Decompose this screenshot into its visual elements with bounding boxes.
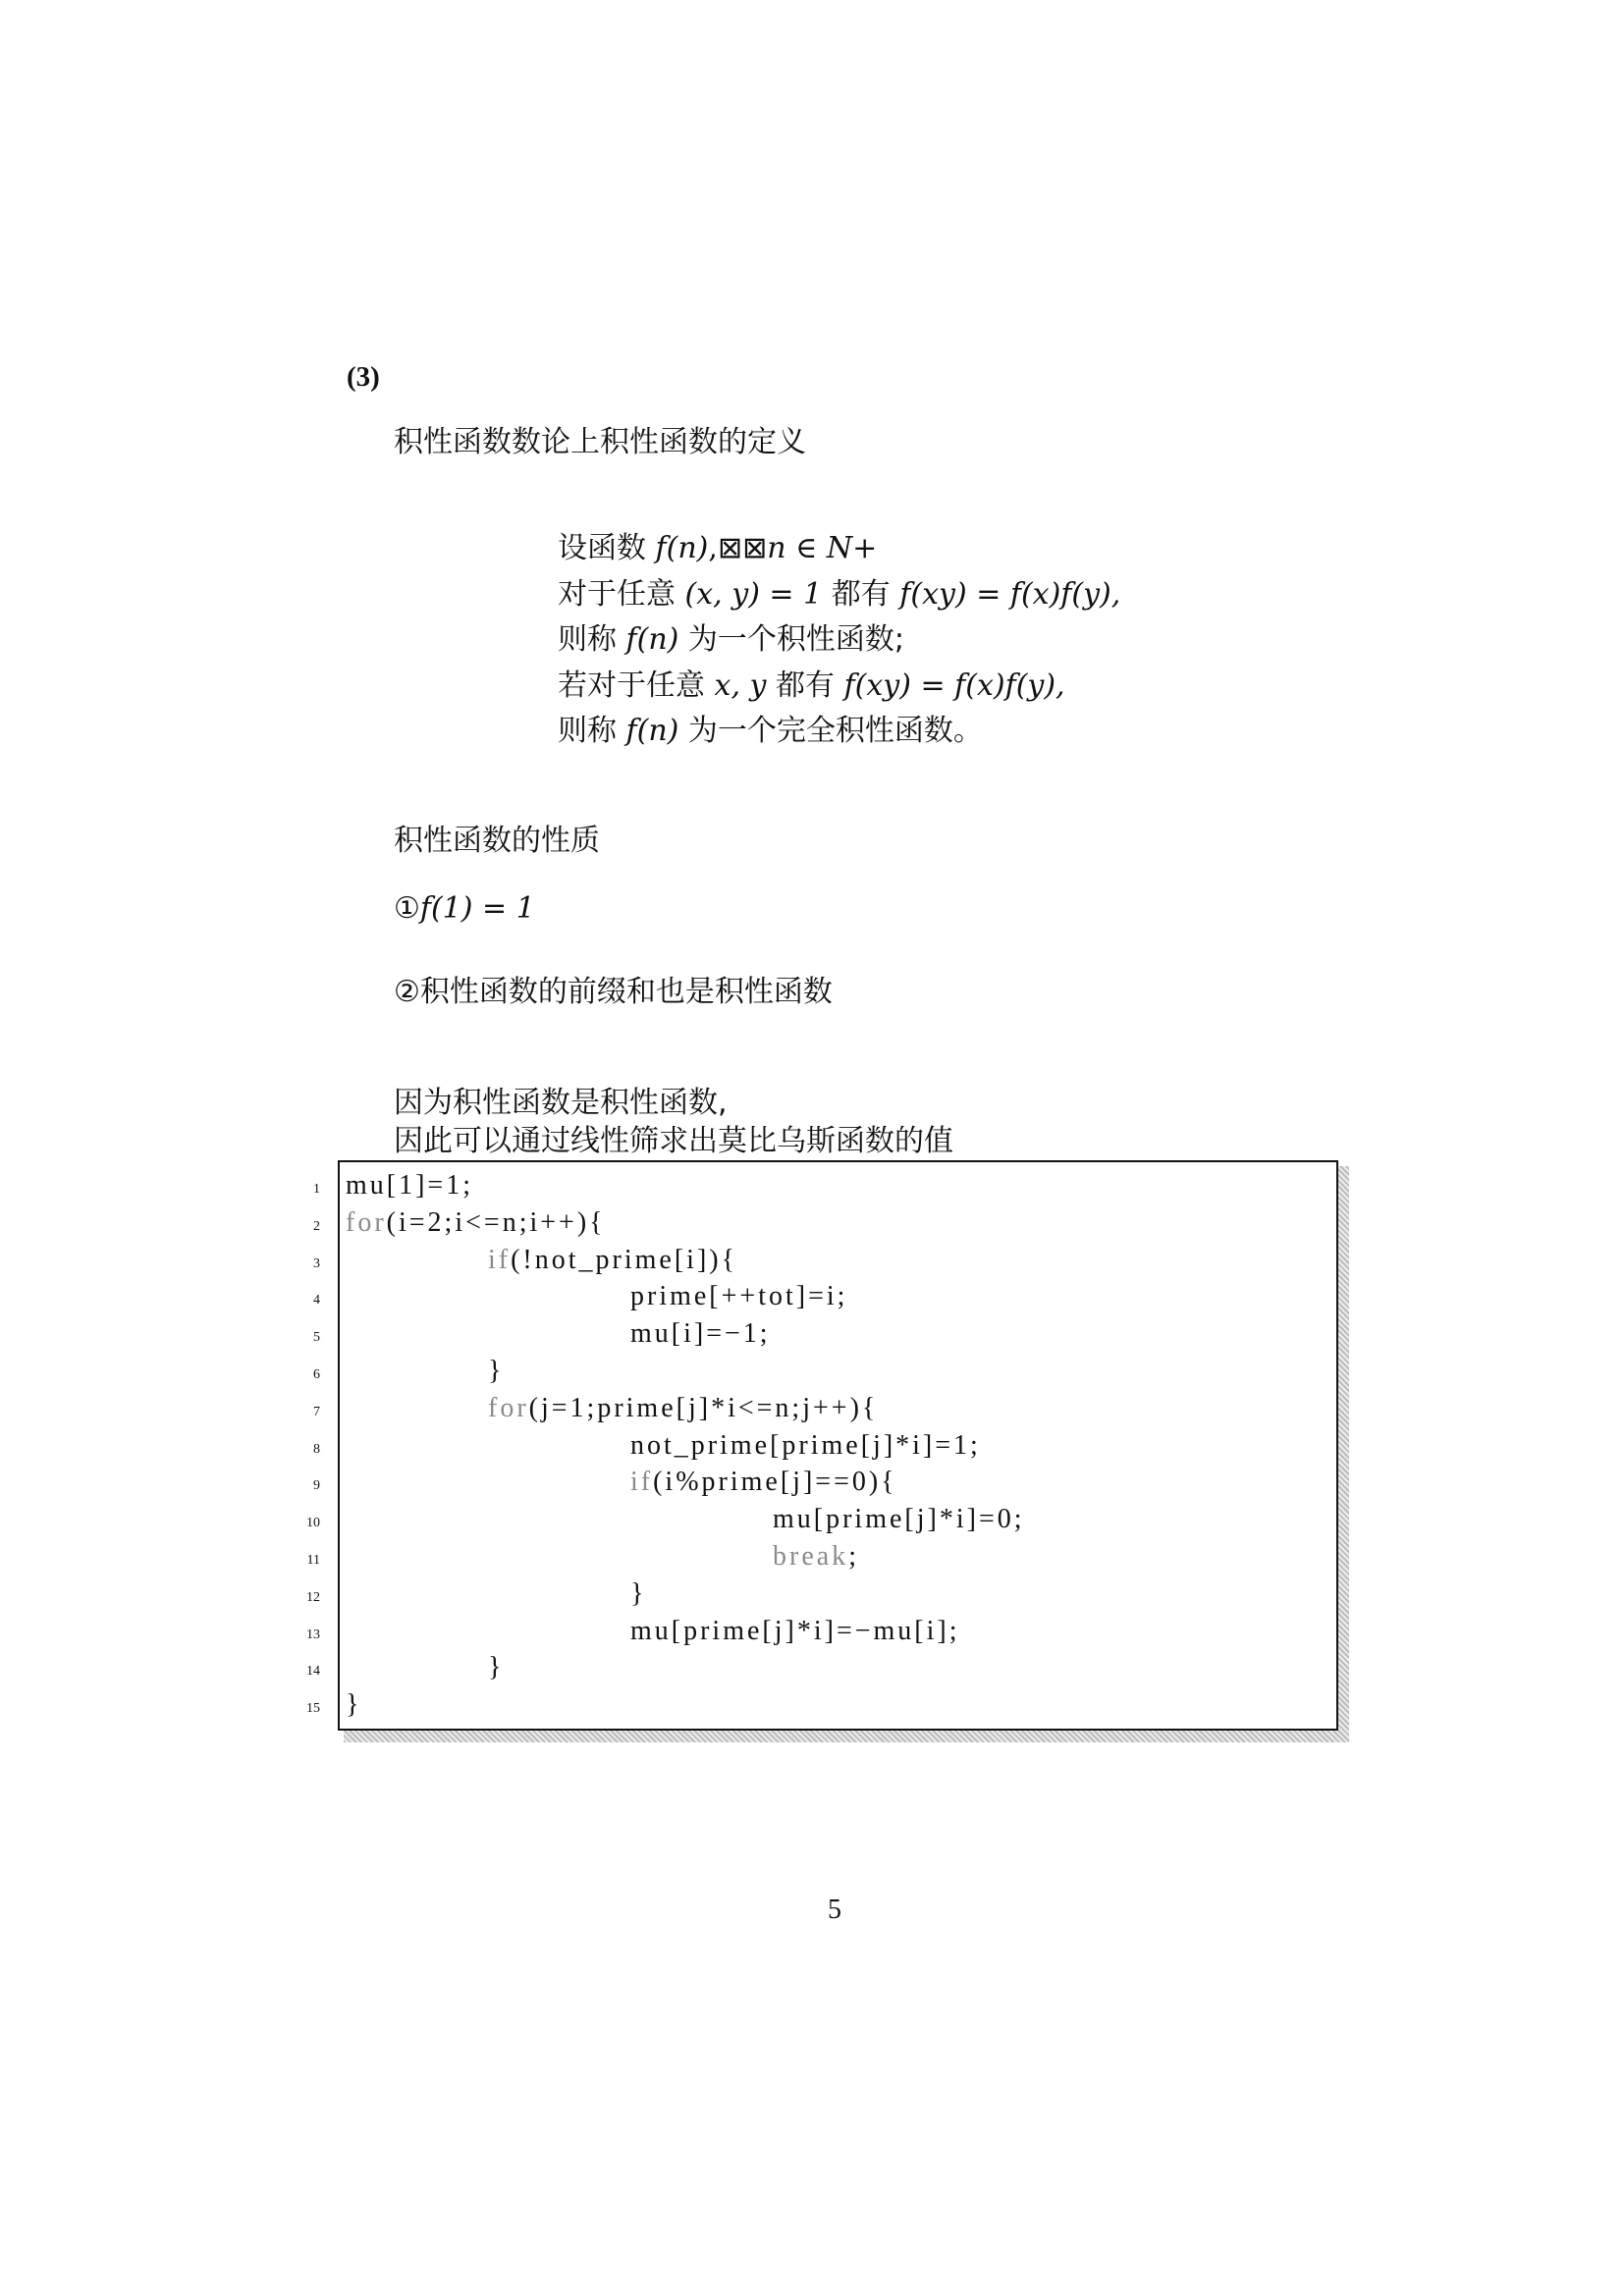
def-math: ,: [708, 531, 718, 565]
code-text: prime[++tot]=i;: [630, 1281, 848, 1312]
code-line: [773, 1541, 859, 1573]
code-line: [346, 1207, 606, 1239]
code-line: [488, 1393, 878, 1424]
def-text: ⊠⊠: [717, 531, 768, 565]
code-line: [488, 1356, 504, 1387]
code-text: ;: [848, 1541, 859, 1572]
circled-number: ①: [394, 891, 420, 926]
def-math: f(n): [655, 531, 709, 565]
def-text: 都有: [822, 577, 900, 612]
def-math: (x, y) = 1: [684, 577, 823, 612]
code-keyword: if: [488, 1244, 512, 1275]
code-text: }: [630, 1577, 647, 1609]
property-1: [394, 891, 535, 926]
code-line: [630, 1281, 847, 1312]
code-line: [630, 1430, 981, 1462]
code-line-number: 11: [306, 1553, 320, 1568]
def-math: f(xy) = f(x)f(y),: [899, 577, 1121, 612]
def-text: 为一个完全积性函数。: [678, 714, 983, 748]
code-keyword: for: [488, 1392, 529, 1423]
code-line: [630, 1318, 771, 1350]
code-text: mu[prime[j]*i]=−mu[i];: [630, 1615, 960, 1646]
code-line-number: 1: [313, 1182, 320, 1197]
code-text: }: [488, 1652, 505, 1683]
code-line: [630, 1616, 960, 1647]
def-text: 设函数: [558, 531, 656, 565]
page-number: 5: [828, 1895, 841, 1925]
code-line-number: 14: [306, 1664, 320, 1680]
code-keyword: break: [773, 1541, 849, 1572]
code-line-number: 5: [313, 1330, 320, 1346]
property-math: f(1) = 1: [419, 891, 535, 926]
code-text: (i%prime[j]==0){: [653, 1467, 897, 1498]
code-line-number: 4: [313, 1293, 320, 1308]
def-text: 若对于任意: [558, 668, 715, 703]
code-text: }: [488, 1356, 505, 1386]
definition-line-5: [558, 706, 983, 749]
paragraph-line-1: 因为积性函数是积性函数,: [394, 1086, 728, 1120]
code-line-number: 9: [313, 1478, 320, 1494]
def-math: f(n): [625, 714, 679, 748]
code-text: mu[i]=−1;: [630, 1318, 771, 1350]
code-line: [488, 1652, 504, 1683]
code-line-number: 8: [313, 1441, 320, 1457]
def-math: f(xy) = f(x)f(y),: [843, 668, 1065, 703]
code-keyword: if: [630, 1467, 654, 1498]
heading-properties: 积性函数的性质: [394, 824, 600, 858]
def-text: 则称: [558, 622, 626, 657]
paragraph-line-2: 因此可以通过线性筛求出莫比乌斯函数的值: [394, 1124, 953, 1158]
code-text: (j=1;prime[j]*i<=n;j++){: [528, 1392, 879, 1423]
def-text: 对于任意: [558, 577, 685, 612]
definition-line-4: [558, 661, 1065, 704]
code-line-number: 6: [313, 1367, 320, 1382]
code-keyword: for: [346, 1206, 387, 1238]
definition-line-2: [558, 569, 1120, 613]
code-line-number: 7: [313, 1404, 320, 1419]
code-line-number: 2: [313, 1218, 320, 1234]
code-line: [346, 1170, 473, 1201]
def-math: f(n): [625, 622, 679, 657]
code-line-number: 10: [306, 1516, 320, 1531]
code-line: [346, 1689, 361, 1721]
code-text: }: [346, 1689, 362, 1721]
section-number: (3): [347, 361, 380, 393]
def-text: 都有: [766, 668, 844, 703]
property-2: ②积性函数的前缀和也是积性函数: [394, 975, 833, 1009]
code-text: mu[1]=1;: [346, 1170, 473, 1201]
definition-line-3: [558, 614, 904, 658]
def-text: 则称: [558, 714, 626, 748]
code-line-number: 13: [306, 1627, 320, 1642]
code-line: [773, 1504, 1025, 1535]
heading-definition: 积性函数数论上积性函数的定义: [394, 425, 806, 459]
def-math: x, y: [714, 668, 767, 703]
code-text: (!not_prime[i]){: [511, 1244, 738, 1275]
code-line: [630, 1467, 897, 1498]
code-line-number: 15: [306, 1701, 320, 1717]
def-text: 为一个积性函数;: [678, 622, 905, 657]
code-text: not_prime[prime[j]*i]=1;: [630, 1429, 981, 1461]
code-text: mu[prime[j]*i]=0;: [773, 1504, 1025, 1535]
code-line: [630, 1578, 646, 1610]
code-text: (i=2;i<=n;i++){: [386, 1206, 606, 1238]
def-math: n ∈ N+: [767, 531, 878, 565]
code-line-number: 3: [313, 1255, 320, 1271]
definition-line-1: [558, 523, 877, 566]
code-line: [488, 1245, 737, 1276]
code-line-number: 12: [306, 1589, 320, 1605]
